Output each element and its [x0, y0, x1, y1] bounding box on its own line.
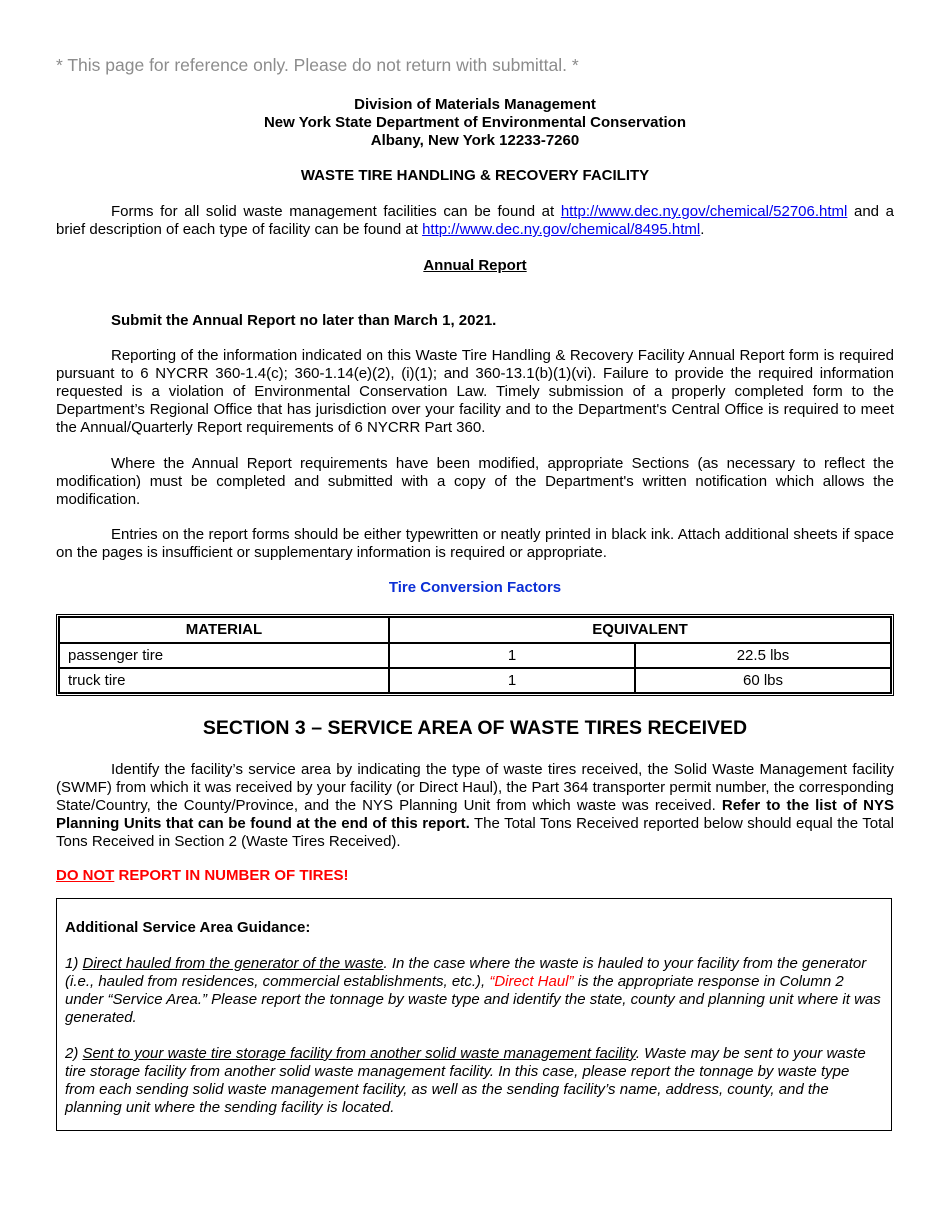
- table-row: [59, 643, 891, 668]
- service-area-bold-text: Refer to the list of NYS Planning Units that can be found at the end of this report.: [56, 797, 894, 832]
- modification-paragraph: Where the Annual Report requirements have been modified, appropriate Sections (as necessary to reflect the modification) must be completed and submitted with a copy of the Department's written notification which allows the modification.: [56, 455, 894, 508]
- weight-cell: 60 lbs: [635, 668, 891, 693]
- forms-paragraph: [56, 203, 894, 239]
- service-area-paragraph: [56, 761, 894, 851]
- service-area-text-end: The Total Tons Received reported below should equal the Total Tons Received in Section 2 (Waste Tires Received).: [56, 815, 894, 850]
- guidance-box: [56, 898, 892, 1131]
- item-text: is the appropriate response in Column 2 under “Service Area.” Please report the tonnage by waste type and identify the state, county and planning unit where it was generated.: [65, 973, 881, 1026]
- forms-text-3: .: [700, 221, 705, 238]
- deadline-notice: Submit the Annual Report no later than March 1, 2021.: [111, 312, 497, 329]
- agency-header: [0, 96, 950, 150]
- item-number: 2): [65, 1045, 83, 1062]
- table-header-row: [59, 617, 891, 643]
- tonnage-warning: [56, 867, 349, 885]
- item-heading: Sent to your waste tire storage facility from another solid waste management facility: [82, 1045, 636, 1062]
- entries-paragraph: Entries on the report forms should be either typewritten or neatly printed in black ink. Attach additional sheets if space on the pages is insufficient or supplementary information is required or appropriate.: [56, 526, 894, 561]
- service-area-text-start: Identify the facility’s service area by indicating the type of waste tires received, the Solid Waste Management facility (SWMF) from which it was received by your facility (or Direct Haul), the Part 364 transporter permit number, the corresponding State/Country, the County/Province, and the NYS Planning Unit from which waste was received.: [56, 761, 894, 814]
- facility-title: WASTE TIRE HANDLING & RECOVERY FACILITY: [300, 167, 650, 184]
- direct-haul-term: “Direct Haul”: [489, 973, 574, 990]
- guidance-item-direct-haul: [65, 955, 883, 1027]
- reference-note: * This page for reference only. Please do not return with submittal. *: [56, 55, 579, 75]
- item-text: . In the case where the waste is hauled to your facility from the generator (i.e., hauled from residences, commercial establishments, etc.),: [65, 955, 867, 990]
- quantity-cell: 1: [389, 668, 635, 693]
- conversion-factors-title: Tire Conversion Factors: [388, 579, 562, 596]
- forms-text-1: Forms for all solid waste management facilities can be found at: [111, 203, 561, 220]
- warning-rest: REPORT IN NUMBER OF TIRES!: [114, 867, 349, 884]
- weight-cell: 22.5 lbs: [635, 643, 891, 668]
- material-cell: passenger tire: [59, 643, 389, 668]
- header-address: Albany, New York 12233-7260: [370, 132, 580, 149]
- annual-report-heading: Annual Report: [423, 257, 527, 274]
- header-division: Division of Materials Management: [354, 96, 596, 113]
- section-title: SECTION 3 – SERVICE AREA OF WASTE TIRES RECEIVED: [202, 717, 748, 739]
- forms-link[interactable]: http://www.dec.ny.gov/chemical/52706.html: [560, 203, 848, 220]
- guidance-item-swmf: [65, 1045, 883, 1117]
- header-equivalent: EQUIVALENT: [389, 617, 891, 643]
- facility-types-link[interactable]: http://www.dec.ny.gov/chemical/8495.html: [422, 221, 701, 238]
- item-text: . Waste may be sent to your waste tire storage facility from another solid waste management facility. In this case, please report the tonnage by waste type from each sending solid waste management facility, as well as the sending facility’s name, address, county, and the planning unit where the sending facility is located.: [65, 1045, 866, 1116]
- requirements-paragraph: Reporting of the information indicated on this Waste Tire Handling & Recovery Facility Annual Report form is required pursuant to 6 NYCRR 360-1.4(c); 360-1.14(e)(2), (i)(1); and 360-13.1(b)(1)(vi). Failure to provide the required information requested is a violation of Environmental Conservation Law. Timely submission of a properly completed form to the Department’s Regional Office that has jurisdiction over your facility and to the Department's Central Office is required to meet the Annual/Quarterly Report requirements of 6 NYCRR Part 360.: [56, 347, 894, 436]
- header-department: New York State Department of Environmental Conservation: [263, 114, 687, 131]
- forms-text-2: and a brief description of each type of facility can be found at: [56, 203, 894, 238]
- item-number: 1): [65, 955, 83, 972]
- guidance-title: Additional Service Area Guidance:: [65, 919, 311, 936]
- material-cell: truck tire: [59, 668, 389, 693]
- header-material: MATERIAL: [59, 617, 389, 643]
- warning-do-not: DO NOT: [56, 867, 115, 884]
- conversion-factors-table: [56, 614, 894, 696]
- quantity-cell: 1: [389, 643, 635, 668]
- table-row: [59, 668, 891, 693]
- item-heading: Direct hauled from the generator of the waste: [82, 955, 384, 972]
